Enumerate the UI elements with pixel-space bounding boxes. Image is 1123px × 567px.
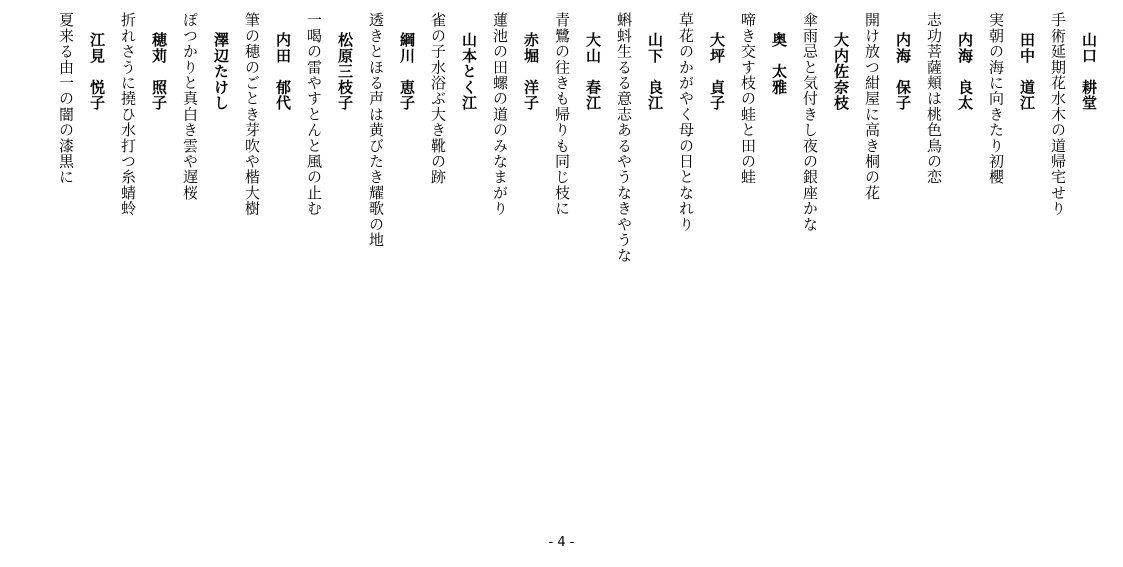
- haiku-entry: [290, 12, 352, 216]
- haiku-poem: 一喝の雷やすとんと風の止む: [305, 12, 323, 217]
- haiku-author: 大山 春江: [584, 32, 602, 111]
- haiku-entry: [972, 12, 1034, 185]
- haiku-entry: [414, 12, 476, 185]
- haiku-poem: 草花のかがやく母の日となれり: [677, 12, 695, 232]
- haiku-poem: 実朝の海に向きたり初櫻: [987, 12, 1005, 185]
- haiku-author: 綱川 恵子: [398, 32, 416, 111]
- haiku-author: 内海 良太: [956, 32, 974, 111]
- haiku-poem: 傘雨忌と気付きし夜の銀座かな: [801, 12, 819, 232]
- haiku-author: 内田 郁代: [274, 32, 292, 111]
- haiku-entry: [166, 12, 228, 200]
- haiku-poem: 蓮池の田螺の道のみなまがり: [491, 12, 509, 217]
- page-number: - 4 -: [548, 535, 575, 550]
- haiku-poem: 志功菩薩頬は桃色鳥の恋: [925, 12, 943, 185]
- haiku-poem: 夏来る由一の闇の漆黒に: [57, 12, 75, 185]
- haiku-entry: [600, 12, 662, 263]
- haiku-entry: [786, 12, 848, 232]
- haiku-entry: [42, 12, 104, 185]
- haiku-author: 松原三枝子: [336, 32, 354, 111]
- haiku-author: 山口 耕堂: [1080, 32, 1098, 111]
- haiku-poem: 折れさうに撓ひ水打つ糸蜻蛉: [119, 12, 137, 217]
- haiku-poem: 筆の穂のごとき芽吹や楷大樹: [243, 12, 261, 217]
- haiku-entry: [228, 12, 290, 216]
- haiku-poem: 開け放つ紺屋に高き桐の花: [863, 12, 881, 201]
- haiku-author: 澤辺たけし: [212, 32, 230, 111]
- haiku-poem: 透きとほる声は黄びたき耀歌の地: [367, 12, 385, 248]
- haiku-entry: [1034, 12, 1096, 216]
- haiku-author: 内海 保子: [894, 32, 912, 111]
- haiku-poem: 青鷺の往きも帰りも同じ枝に: [553, 12, 571, 217]
- haiku-poem: ぽつかりと真白き雲や遅桜: [181, 12, 199, 201]
- haiku-poem: 蝌蚪生るる意志あるやうなきやうな: [615, 12, 633, 264]
- haiku-author: 山下 良江: [646, 32, 664, 111]
- haiku-entry: [352, 12, 414, 248]
- haiku-entry: [910, 12, 972, 185]
- haiku-entry: [724, 12, 786, 185]
- haiku-entry: [662, 12, 724, 232]
- haiku-poem: 啼き交す枝の蛙と田の蛙: [739, 12, 757, 185]
- haiku-author: 赤堀 洋子: [522, 32, 540, 111]
- haiku-poem: 手術延期花水木の道帰宅せり: [1049, 12, 1067, 217]
- haiku-author: 山本とく江: [460, 32, 478, 111]
- haiku-entry: [538, 12, 600, 216]
- haiku-author: 大坪 貞子: [708, 32, 726, 111]
- haiku-entry: [476, 12, 538, 216]
- haiku-entry: [104, 12, 166, 216]
- haiku-author: 穂苅 照子: [150, 32, 168, 111]
- haiku-list: [36, 12, 1096, 512]
- haiku-author: 田中 道江: [1018, 32, 1036, 111]
- haiku-author: 奥 太雅: [770, 32, 788, 95]
- haiku-poem: 雀の子水浴ぶ大き靴の跡: [429, 12, 447, 185]
- haiku-entry: [848, 12, 910, 200]
- haiku-author: 江見 悦子: [88, 32, 106, 111]
- haiku-author: 大内佐奈枝: [832, 32, 850, 111]
